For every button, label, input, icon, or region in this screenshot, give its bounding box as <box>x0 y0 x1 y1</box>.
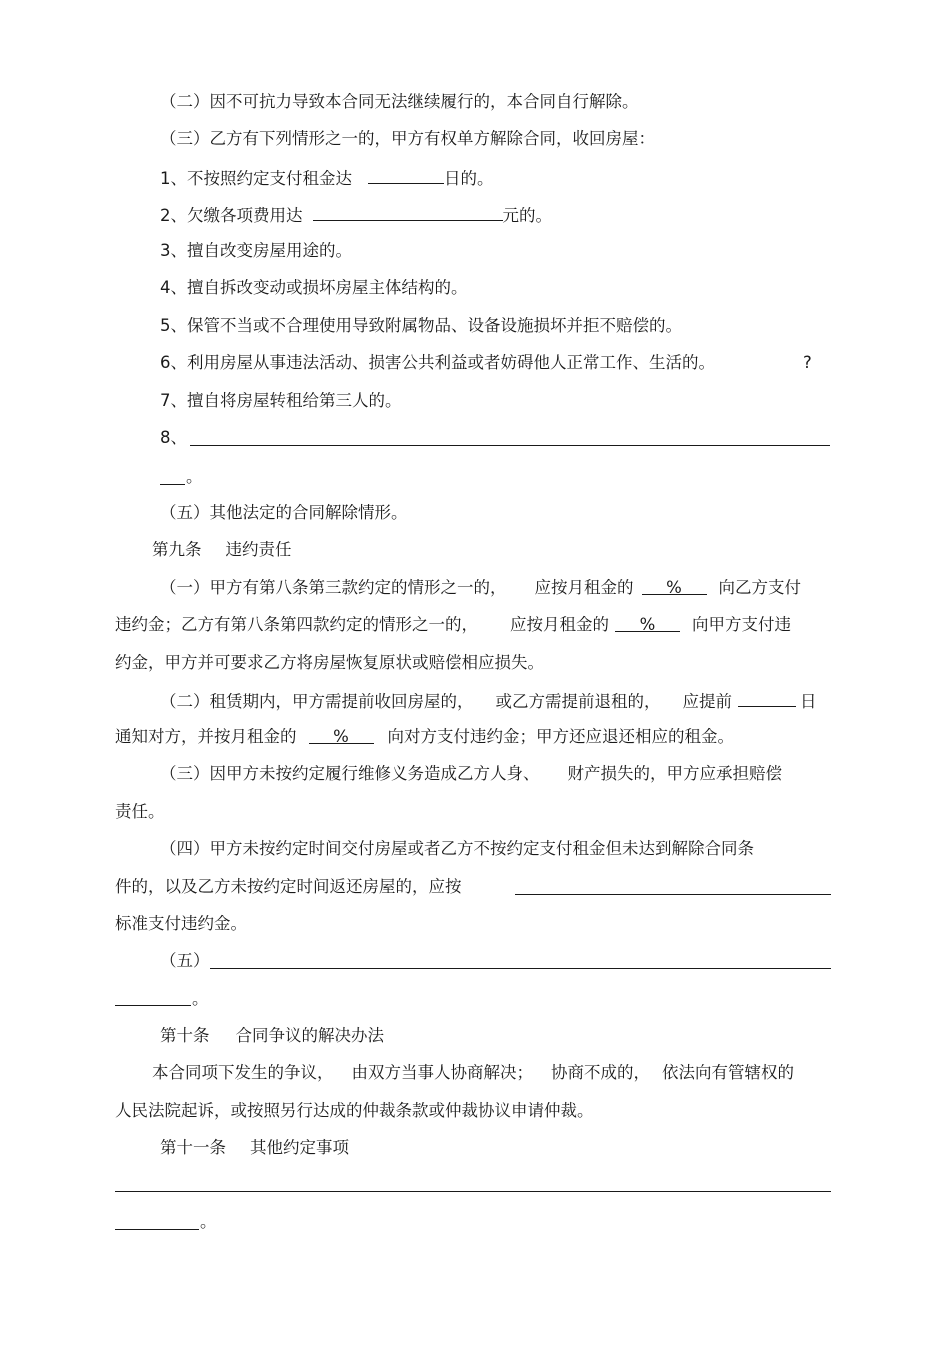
article-10-heading: 第十条 合同争议的解决办法 <box>160 1026 384 1045</box>
clause-9-4-line3: 标准支付违约金。 <box>115 914 247 933</box>
clause-9-1-line2: 违约金；乙方有第八条第四款约定的情形之一的， 应按月租金的 % 向甲方支付违 <box>115 615 791 634</box>
clause-9-1-line3: 约金，甲方并可要求乙方将房屋恢复原状或赔偿相应损失。 <box>115 653 544 672</box>
clause-9-2-line2: 通知对方，并按月租金的 % 向对方支付违约金；甲方还应退还相应的租金。 <box>115 727 734 746</box>
rent-days-blank[interactable] <box>368 166 444 184</box>
clause-9-5-label: （五） <box>160 951 210 970</box>
clause-9-1-line1: （一）甲方有第八条第三款约定的情形之一的， 应按月租金的 % 向乙方支付 <box>160 578 801 597</box>
clause-8-3: （三）乙方有下列情形之一的，甲方有权单方解除合同，收回房屋： <box>160 129 655 148</box>
penalty-pct-blank-3[interactable]: % <box>309 726 374 744</box>
penalty-pct-blank-2[interactable]: % <box>615 614 680 632</box>
article-10-line1: 本合同项下发生的争议， 由双方当事人协商解决； 协商不成的， 依法向有管辖权的 <box>152 1063 794 1082</box>
clause-9-4-line2: 件的，以及乙方未按约定时间返还房屋的，应按 <box>115 877 462 896</box>
article-11-blank-cont[interactable] <box>115 1229 199 1230</box>
article-11-end: 。 <box>200 1212 217 1231</box>
clause-9-5-blank-cont[interactable] <box>115 1005 191 1006</box>
clause-9-5-end: 。 <box>192 989 209 1008</box>
clause-9-4-line1: （四）甲方未按约定时间交付房屋或者乙方不按约定支付租金但未达到解除合同条 <box>160 839 754 858</box>
item-8-label: 8、 <box>160 428 187 447</box>
clause-9-5-blank[interactable] <box>210 968 831 969</box>
clause-8-5: （五）其他法定的合同解除情形。 <box>160 503 408 522</box>
article-10-line2: 人民法院起诉，或按照另行达成的仲裁条款或仲裁协议申请仲裁。 <box>115 1101 594 1120</box>
item-4: 4、擅自拆改变动或损坏房屋主体结构的。 <box>160 278 468 297</box>
penalty-pct-blank-1[interactable]: % <box>642 577 707 595</box>
clause-9-3-line1: （三）因甲方未按约定履行维修义务造成乙方人身、 财产损失的，甲方应承担赔偿 <box>160 764 782 783</box>
item-2: 2、欠缴各项费用达 元的。 <box>160 203 552 227</box>
article-11-blank[interactable] <box>115 1191 831 1192</box>
clause-9-2-line1: （二）租赁期内，甲方需提前收回房屋的， 或乙方需提前退租的， 应提前 日 <box>160 689 817 713</box>
question-mark: ? <box>803 353 812 372</box>
item-5: 5、保管不当或不合理使用导致附属物品、设备设施损坏并拒不赔偿的。 <box>160 316 682 335</box>
clause-9-3-line2: 责任。 <box>115 802 165 821</box>
item-8-end: 。 <box>186 467 203 486</box>
clause-8-2: （二）因不可抗力导致本合同无法继续履行的，本合同自行解除。 <box>160 92 639 111</box>
article-11-heading: 第十一条 其他约定事项 <box>160 1138 349 1157</box>
item-6: 6、利用房屋从事违法活动、损害公共利益或者妨碍他人正常工作、生活的。 <box>160 353 715 372</box>
article-9-heading: 第九条 违约责任 <box>152 540 292 559</box>
item-8-blank[interactable] <box>190 445 830 446</box>
item-3: 3、擅自改变房屋用途的。 <box>160 241 352 260</box>
item-7: 7、擅自将房屋转租给第三人的。 <box>160 391 402 410</box>
item-8-blank-cont[interactable] <box>160 484 185 485</box>
penalty-standard-blank[interactable] <box>515 894 831 895</box>
fee-amount-blank[interactable] <box>313 203 503 221</box>
notice-days-blank[interactable] <box>738 689 796 707</box>
item-1: 1、不按照约定支付租金达 日的。 <box>160 166 494 190</box>
